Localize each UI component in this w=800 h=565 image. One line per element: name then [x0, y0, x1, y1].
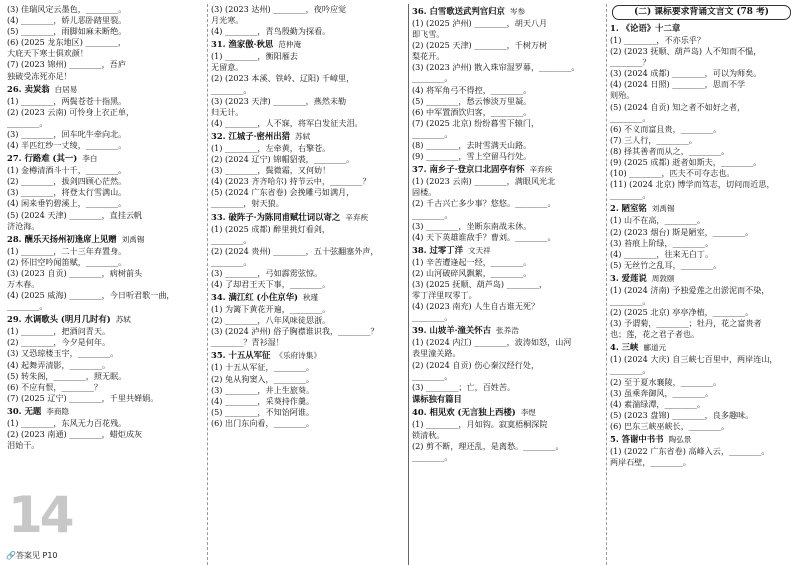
poem-heading — [412, 324, 603, 337]
poem-title: 渔家傲·秋思 — [228, 39, 274, 50]
fill-blank-line: ________。 — [7, 301, 48, 312]
fill-blank-line: ________。 — [610, 112, 651, 123]
column-2 — [207, 4, 408, 565]
fill-blank-line: (3) 虽乘奔御风，________。 — [610, 387, 714, 398]
poem-author: 张养浩 — [496, 326, 519, 336]
poem-title: 《论语》十二章 — [621, 23, 681, 33]
fill-blank-line: (2) (2023 南通) ________，蜡炬成灰 — [7, 429, 143, 439]
fill-blank-line: (2) ________，今夕是何年。 — [7, 337, 111, 348]
fill-blank-line: (3) (2023 达州) ________，夜吟应觉 — [211, 4, 347, 14]
poem-author: 苏轼 — [295, 131, 311, 141]
fill-blank-line: ________，射天狼。 — [211, 198, 284, 209]
poem-heading — [7, 313, 204, 326]
fill-blank-line: (2) (2024 辽宁) 锦帽貂裘，________。 — [211, 154, 355, 165]
fill-blank-line: (2) 至于夏水襄陵，________。 — [610, 376, 722, 387]
poem-heading — [7, 233, 204, 246]
fill-blank-line: ________。 — [610, 295, 651, 306]
fill-blank-line: (6) 不义而富且贵，________。 — [610, 123, 722, 134]
fill-blank-line: (5) (2023 盘锦) ________，良多趣味。 — [610, 409, 754, 420]
column-1 — [4, 4, 207, 565]
fill-blank-line: (3) 苔痕上阶绿，________。 — [610, 237, 714, 248]
fill-blank-line: (5) 无丝竹之乱耳，________。 — [610, 259, 722, 270]
poem-heading — [610, 433, 793, 446]
poem-title: 江城子·密州出猎 — [228, 130, 291, 141]
fill-blank-line: (5) (2024 广东省卷) 会挽雕弓如满月， — [211, 187, 355, 198]
poem-title: 白雪歌送武判官归京 — [429, 6, 505, 16]
fill-blank-line: (3) 佳瑞风定云墨色，________。 — [7, 4, 127, 14]
fill-blank-line: (3) (2025 抚顺、葫芦岛) ________， — [412, 278, 548, 289]
fill-blank-line: ________？ — [610, 57, 651, 68]
fill-blank-line: 万木春。 — [7, 278, 40, 289]
poem-title: 山坡羊·潼关怀古 — [429, 325, 492, 336]
fill-blank-line: 归无计。 — [211, 106, 244, 117]
item-number: 1. — [610, 23, 619, 33]
item-number: 29. — [7, 314, 22, 325]
item-number: 32. — [211, 130, 226, 141]
fill-blank-line: 梨花开。 — [412, 51, 445, 62]
fill-blank-line: (2) (2025 北京) 亭亭净植，________。 — [610, 307, 754, 318]
poem-author: 白居易 — [54, 84, 78, 94]
fill-blank-line: (6) 巴东三峡巫峡长，________。 — [610, 420, 730, 431]
poem-heading — [412, 5, 603, 18]
item-number: 37. — [412, 164, 427, 175]
poem-author: 苏轼 — [115, 315, 131, 325]
item-number: 3. — [610, 272, 619, 283]
fill-blank-line: (4) 闲来垂钓碧溪上，________。 — [7, 198, 127, 209]
fill-blank-line: (2) (2023 抚顺、葫芦岛) 人不知而不愠， — [610, 46, 762, 57]
fill-blank-line: ________。 — [211, 234, 252, 245]
fill-blank-line: (1) (2022 广东省卷) 高峰入云，________。 — [610, 446, 770, 456]
fill-blank-line: (4) 素湍绿潭，________。 — [610, 398, 705, 409]
fill-blank-line: (1) 金樽清酒斗十千，________。 — [7, 165, 127, 176]
fill-blank-line: (1) (2025 泸州) ________，胡天八月 — [412, 18, 548, 28]
item-number: 26. — [7, 83, 22, 94]
item-number: 4. — [610, 342, 619, 353]
poem-title: 答谢中书书 — [621, 434, 664, 444]
fill-blank-line: 两岸石壁，________。 — [610, 457, 691, 468]
item-number: 38. — [412, 244, 427, 255]
fill-blank-line: (2) 千古兴亡多少事？悠悠。________。 — [412, 198, 556, 209]
item-number: 40. — [412, 406, 427, 417]
fill-blank-line: 表里潼关路。 — [412, 348, 461, 359]
fill-blank-line: (4) ________，往来无白丁。 — [610, 248, 714, 259]
fill-blank-line: (2) 剪不断，理还乱，是离愁。________。 — [412, 441, 564, 451]
poem-heading — [211, 38, 405, 51]
fill-blank-line: (7) (2025 辽宁) ________，千里共婵娟。 — [7, 392, 159, 403]
fill-blank-line: (1) ________，衡阳雁去 — [211, 51, 298, 62]
poem-heading — [7, 152, 204, 165]
fill-blank-line: 月光寒。 — [211, 15, 244, 26]
fill-blank-line: ________。 — [412, 128, 453, 139]
fill-blank-line: 固楼。 — [412, 187, 437, 198]
fill-blank-line: (3) ________；亡，百姓苦。 — [412, 381, 516, 392]
poem-title: 酬乐天扬州初逢席上见赠 — [24, 233, 117, 244]
poem-heading — [412, 244, 603, 257]
poem-author: 辛弃疾 — [345, 212, 369, 222]
poem-title: 爱莲说 — [621, 272, 647, 283]
poem-heading — [211, 291, 405, 304]
fill-blank-line: (1) (2024 内江) ________，波涛如怒，山河 — [412, 337, 572, 348]
fill-blank-line: (4) ________，青鸟殷勤为探看。 — [211, 26, 331, 37]
fill-blank-line: (4) ________，娇儿恶卧踏里裂。 — [7, 15, 127, 26]
fill-blank-line: (3) (2023 天津) ________，燕然未勒 — [211, 95, 347, 106]
fill-blank-line: (1) (2025 成都) 醉里挑灯看剑， — [211, 223, 330, 234]
fill-blank-line: (7) 三人行，________。 — [610, 134, 697, 145]
fill-blank-line: (7) (2023 锦州) ________，吾庐 — [7, 59, 126, 70]
fill-blank-line: (3) 又恐琼楼玉宇，________。 — [7, 348, 119, 359]
fill-blank-line: (4) 起舞弄清影，________。 — [7, 359, 111, 370]
poem-title: 过零丁洋 — [429, 244, 463, 255]
fill-blank-line: (7) (2025 北京) 纷纷暮雪下辕门， — [412, 117, 540, 128]
fill-blank-line: (1) (2023 云南) ________，满眼风光北 — [412, 176, 556, 187]
fill-blank-line: ________。 — [211, 84, 252, 95]
fill-blank-line: (6) (2025 龙东地区) ________， — [7, 37, 126, 48]
poem-heading — [7, 83, 204, 96]
poem-author: 李煜 — [520, 407, 536, 417]
fill-blank-line: (1) 为篱下黄花开遍，________。 — [211, 304, 331, 315]
fill-blank-line: 泪始干。 — [7, 440, 40, 451]
fill-blank-line: (3) (2024 成都) ________，可以为师矣。 — [610, 68, 762, 79]
fill-blank-line: (5) ________，不知饴阿谁。 — [211, 406, 315, 417]
item-number: 36. — [412, 6, 427, 16]
fill-blank-line: (4) 将军角弓不得控，________。 — [412, 84, 532, 95]
poem-author: 郦道元 — [643, 343, 667, 353]
poem-title: 破阵子·为陈同甫赋壮词以寄之 — [228, 211, 341, 222]
fill-blank-line: (6) 出门东向看，________。 — [211, 417, 315, 428]
poem-title: 三峡 — [621, 342, 639, 353]
fill-blank-line: (5) (2024 自贡) 知之者不如好之者， — [610, 101, 746, 112]
fill-blank-line: (2) (2023 本溪、铁岭、辽阳) 千嶂里， — [211, 73, 355, 84]
poem-title: 卖炭翁 — [24, 83, 50, 94]
fill-blank-line: (1) 十五从军征，________。 — [211, 362, 315, 373]
fill-blank-line: 则殆。 — [610, 90, 635, 101]
fill-blank-line: (2) 山河破碎风飘絮，________。 — [412, 267, 532, 278]
poem-author: 刘禹锡 — [121, 234, 145, 244]
fill-blank-line: (5) (2024 天津) ________，直挂云帆 — [7, 209, 143, 220]
fill-blank-line: ________。 — [412, 209, 453, 220]
fill-blank-line: ________。 — [610, 190, 651, 201]
fill-blank-line: (1) 山不在高，________。 — [610, 215, 705, 226]
fill-blank-line: ________。 — [412, 312, 453, 323]
poem-author: 秋瑾 — [302, 293, 319, 303]
item-number: 2. — [610, 203, 619, 214]
fill-blank-line: (3) ________，将登太行雪满山。 — [7, 187, 127, 198]
fill-blank-line: (4) 半匹红纱一丈绫，________。 — [7, 140, 127, 151]
column-3 — [408, 4, 606, 565]
fill-blank-line: (1) ________，东风无力百花残。 — [7, 417, 127, 428]
poem-title: 行路难 (其一) — [24, 153, 78, 164]
subsection-label: 课标独有篇目 — [412, 393, 462, 404]
fill-blank-line: ________。 — [412, 73, 453, 84]
column-4 — [606, 4, 796, 565]
fill-blank-line: 零丁洋里叹零丁。 — [412, 290, 477, 301]
fill-blank-line: 无留意。 — [211, 62, 244, 73]
fill-blank-line: (1) (2024 济南) 予独爱莲之出淤泥而不染， — [610, 284, 770, 295]
fill-blank-line: (6) 不应有恨，________？ — [7, 381, 102, 392]
fill-blank-line: (2) (2024 自贡) 伤心秦汉经行处， — [412, 359, 540, 370]
fill-blank-line: (1) ________，不亦乐乎？ — [610, 35, 705, 45]
fill-blank-line: (3) 予谓菊，________；牡丹，花之富贵者 — [610, 318, 762, 329]
poem-author: 陶弘景 — [668, 435, 692, 444]
fill-blank-line: (1) ________，把酒问青天。 — [7, 326, 111, 337]
item-number: 5. — [610, 434, 619, 444]
fill-blank-line: (1) ________，二十三年弃置身。 — [7, 245, 127, 256]
fill-blank-line: (6) 中军置酒饮归客，________。 — [412, 106, 532, 117]
poem-heading — [610, 22, 793, 35]
poem-author: 刘禹锡 — [651, 204, 675, 214]
fill-blank-line: 独破受冻死亦足！ — [7, 70, 72, 81]
poem-heading — [412, 163, 603, 176]
item-number: 28. — [7, 233, 22, 244]
fill-blank-line: (1) ________，左牵黄，右擎苍。 — [211, 142, 331, 153]
fill-blank-line: (3) ________，弓如霹雳弦惊。 — [211, 267, 323, 278]
fill-blank-line: (1) ________，月如钩。寂寞梧桐深院 — [412, 418, 548, 429]
fill-blank-line: (4) 了却君王天下事，________。 — [211, 278, 331, 289]
poem-title: 满江红 (小住京华) — [228, 292, 298, 303]
poem-heading — [610, 272, 793, 285]
fill-blank-line: (1) 辛苦遭逢起一经，________。 — [412, 256, 532, 267]
fill-blank-line: ________？青衫湿！ — [211, 337, 284, 348]
item-number: 39. — [412, 325, 427, 336]
poem-title: 十五从军征 — [228, 350, 271, 361]
item-number: 33. — [211, 211, 226, 222]
fill-blank-line: ________。 — [610, 365, 651, 376]
poem-heading — [211, 349, 405, 362]
fill-blank-line: (2) ________，八年风味徒思浙。 — [211, 315, 331, 326]
poem-title: 南乡子·登京口北固亭有怀 — [429, 164, 525, 175]
poem-heading — [610, 202, 793, 215]
poem-title: 陋室铭 — [621, 203, 647, 214]
fill-blank-line: (4) (2023 南充) 人生自古谁无死？ — [412, 301, 540, 312]
fill-blank-line: 济沧海。 — [7, 220, 40, 231]
fill-blank-line: (5) ________，雨脚如麻未断绝。 — [7, 26, 127, 37]
fill-blank-line: (4) (2023 齐齐哈尔) 持节云中，________？ — [211, 176, 371, 187]
poem-heading — [412, 406, 603, 419]
poem-author: 李白 — [82, 154, 98, 164]
section-title: (二) 课标要求背诵文言文 (78 考) — [612, 5, 791, 20]
poem-author: 岑参 — [509, 7, 526, 16]
poem-author: 李商隐 — [46, 406, 70, 416]
fill-blank-line: (3) (2024 泸州) 俗子胸襟谁识我，________？ — [211, 326, 379, 337]
fill-blank-line: ________。 — [7, 117, 48, 128]
fill-blank-line: (3) ________，坐断东南战未休。 — [412, 220, 532, 231]
poem-heading — [7, 405, 204, 418]
page-number: 14 — [8, 486, 72, 544]
poem-author: 范仲淹 — [278, 40, 302, 50]
poem-author: 辛弃疾 — [529, 165, 553, 175]
poem-heading — [610, 341, 793, 354]
fill-blank-line: ________。 — [211, 256, 252, 267]
fill-blank-line: (3) ________，井上生旅葵。 — [211, 384, 315, 395]
fill-blank-line: (3) (2023 自贡) ________，病树前头 — [7, 267, 143, 278]
poem-heading — [211, 130, 405, 143]
fill-blank-line: 即飞雪。 — [412, 29, 445, 40]
fill-blank-line: (4) ________，采葵持作羹。 — [211, 395, 315, 406]
fill-blank-line: (4) (2024 日照) ________，思而不学 — [610, 79, 746, 90]
poem-author: 《乐府诗集》 — [275, 351, 321, 361]
item-number: 31. — [211, 39, 226, 50]
poem-title: 相见欢 (无言独上西楼) — [429, 406, 516, 417]
poem-author: 文天祥 — [468, 245, 491, 255]
fill-blank-line: (5) ________，愁云惨淡万里凝。 — [412, 95, 532, 106]
fill-blank-line: 锁清秋。 — [412, 429, 445, 440]
poem-heading — [211, 211, 405, 224]
fill-blank-line: (1) ________，两鬓苍苍十指黑。 — [7, 95, 127, 106]
fill-blank-line: ________。 — [412, 452, 453, 463]
fill-blank-line: (3) ________，回车叱牛牵向北。 — [7, 128, 127, 139]
poem-author: 周敦颐 — [651, 273, 675, 283]
fill-blank-line: (2) (2023 云南) 可怜身上衣正单， — [7, 106, 135, 117]
poem-title: 水调歌头 (明月几时有) — [24, 314, 111, 325]
fill-blank-line: (4) (2025 威海) ________，今日听君歌一曲， — [7, 290, 175, 301]
item-number: 35. — [211, 350, 226, 361]
item-number: 34. — [211, 292, 226, 303]
fill-blank-line: 大庇天下寒士俱欢颜！ — [7, 48, 88, 59]
fill-blank-line: (1) (2024 大庆) 自三峡七百里中，两岸连山， — [610, 354, 778, 365]
fill-blank-line: (2) (2023 烟台) 斯是陋室，________。 — [610, 226, 754, 237]
fill-blank-line: ________。 — [412, 370, 453, 381]
answer-reference: 🔗答案见 P10 — [6, 551, 58, 560]
fill-blank-line: (2) 兔从狗窦入，________。 — [211, 373, 315, 384]
fill-blank-line: (2) 怀旧空吟闻笛赋，________。 — [7, 256, 127, 267]
fill-blank-line: (2) (2024 贵州) ________，五十弦翻塞外声， — [211, 245, 379, 256]
fill-blank-line: 也；莲，花之君子者也。 — [610, 329, 700, 340]
poem-title: 无题 — [24, 405, 42, 416]
fill-blank-line: (9) ________，雪上空留马行处。 — [412, 151, 532, 162]
fill-blank-line: (10) ________，匹夫不可夺志也。 — [610, 168, 735, 179]
fill-blank-line: (3) ________，鬓微霜，又何妨！ — [211, 165, 331, 176]
fill-blank-line: (3) (2023 泸州) 散入珠帘湿罗幕，________。 — [412, 62, 580, 73]
fill-blank-line: (2) ________，拔剑四顾心茫然。 — [7, 176, 127, 187]
fill-blank-line: (2) (2025 天津) ________，千树万树 — [412, 40, 548, 51]
fill-blank-line: (4) ________，人不寐，将军白发征夫泪。 — [211, 117, 363, 128]
fill-blank-line: (5) 转朱阁，________，照无眠。 — [7, 370, 127, 381]
fill-blank-line: (8) 择其善者而从之，________。 — [610, 145, 730, 156]
fill-blank-line: (8) ________，去时雪满天山路。 — [412, 140, 532, 151]
item-number: 27. — [7, 153, 22, 164]
item-number: 30. — [7, 405, 22, 416]
fill-blank-line: (9) (2025 成都) 逝者如斯夫，________。 — [610, 157, 762, 168]
fill-blank-line: (4) 天下英雄谁敌手？曹刘。________。 — [412, 231, 556, 242]
fill-blank-line: (11) (2024 北京) 博学而笃志，切问而近思， — [610, 179, 775, 190]
